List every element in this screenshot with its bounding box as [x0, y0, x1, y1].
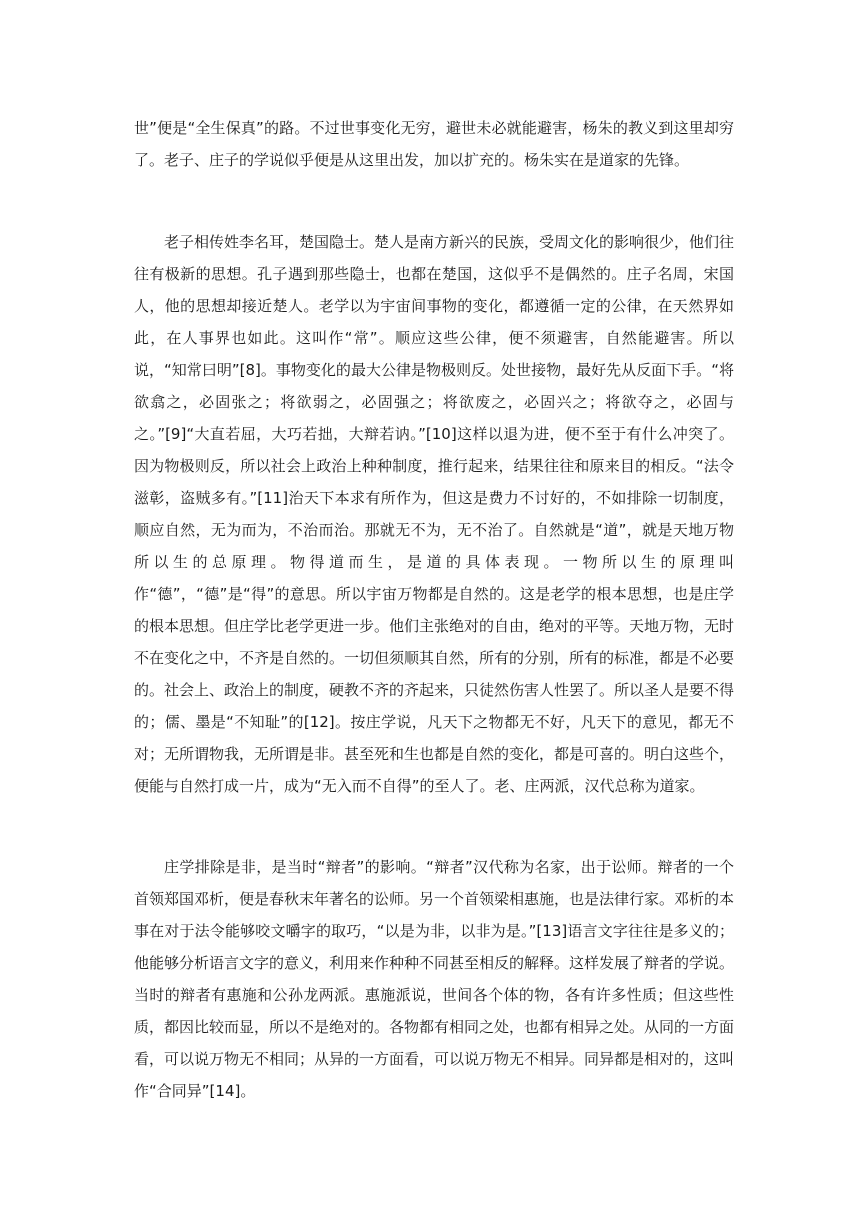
paragraph-yangzhu-continuation: 世”便是“全生保真”的路。不过世事变化无穷，避世未必就能避害，杨朱的教义到这里却穷了。老子、庄子的学说似乎便是从这里出发，加以扩充的。杨朱实在是道家的先锋。	[134, 119, 734, 169]
paragraph-bianzhe: 庄学排除是非，是当时“辩者”的影响。“辩者”汉代称为名家，出于讼师。辩者的一个首领郑国邓析，便是春秋末年著名的讼师。另一个首领梁相惠施，也是法律行家。邓析的本事在对于法令能够咬文嚼字的取巧，“以是为非，以非为是。”[13]语言文字往往是多义的；他能够分析语言文字的意义，利用来作种种不同甚至相反的解释。这样发展了辩者的学说。当时的辩者有惠施和公孙龙两派。惠施派说，世间各个体的物，各有许多性质；但这些性质，都因比较而显，所以不是绝对的。各物都有相同之处，也都有相异之处。从同的一方面看，可以说万物无不相同；从异的一方面看，可以说万物无不相异。同异都是相对的，这叫作“合同异”[14]。	[134, 858, 735, 1100]
paragraph-laozi-zhuangzi: 老子相传姓李名耳，楚国隐士。楚人是南方新兴的民族，受周文化的影响很少，他们往往有极新的思想。孔子遇到那些隐士，也都在楚国，这似乎不是偶然的。庄子名周，宋国人，他的思想却接近楚人。老学以为宇宙间事物的变化，都遵循一定的公律，在天然界如此，在人事界也如此。这叫作“常”。顺应这些公律，便不须避害，自然能避害。所以说，“知常曰明”[8]。事物变化的最大公律是物极则反。处世接物，最好先从反面下手。“将欲翕之，必固张之；将欲弱之，必固强之；将欲废之，必固兴之；将欲夺之，必固与之。”[9]“大直若屈，大巧若拙，大辩若讷。”[10]这样以退为进，便不至于有什么冲突了。因为物极则反，所以社会上政治上种种制度，推行起来，结果往往和原来目的相反。“法令滋彰，盗贼多有。”[11]治天下本求有所作为，但这是费力不讨好的，不如排除一切制度，顺应自然，无为而为，不治而治。那就无不为，无不治了。自然就是“道”，就是天地万物所以生的总原理。物得道而生，是道的具体表现。一物所以生的原理叫作“德”，“德”是“得”的意思。所以宇宙万物都是自然的。这是老学的根本思想，也是庄学的根本思想。但庄学比老学更进一步。他们主张绝对的自由，绝对的平等。天地万物，无时不在变化之中，不齐是自然的。一切但须顺其自然，所有的分别，所有的标准，都是不必要的。社会上、政治上的制度，硬教不齐的齐起来，只徒然伤害人性罢了。所以圣人是要不得的；儒、墨是“不知耻”的[12]。按庄学说，凡天下之物都无不好，凡天下的意见，都无不对；无所谓物我，无所谓是非。甚至死和生也都是自然的变化，都是可喜的。明白这些个，便能与自然打成一片，成为“无入而不自得”的至人了。老、庄两派，汉代总称为道家。	[134, 233, 735, 795]
